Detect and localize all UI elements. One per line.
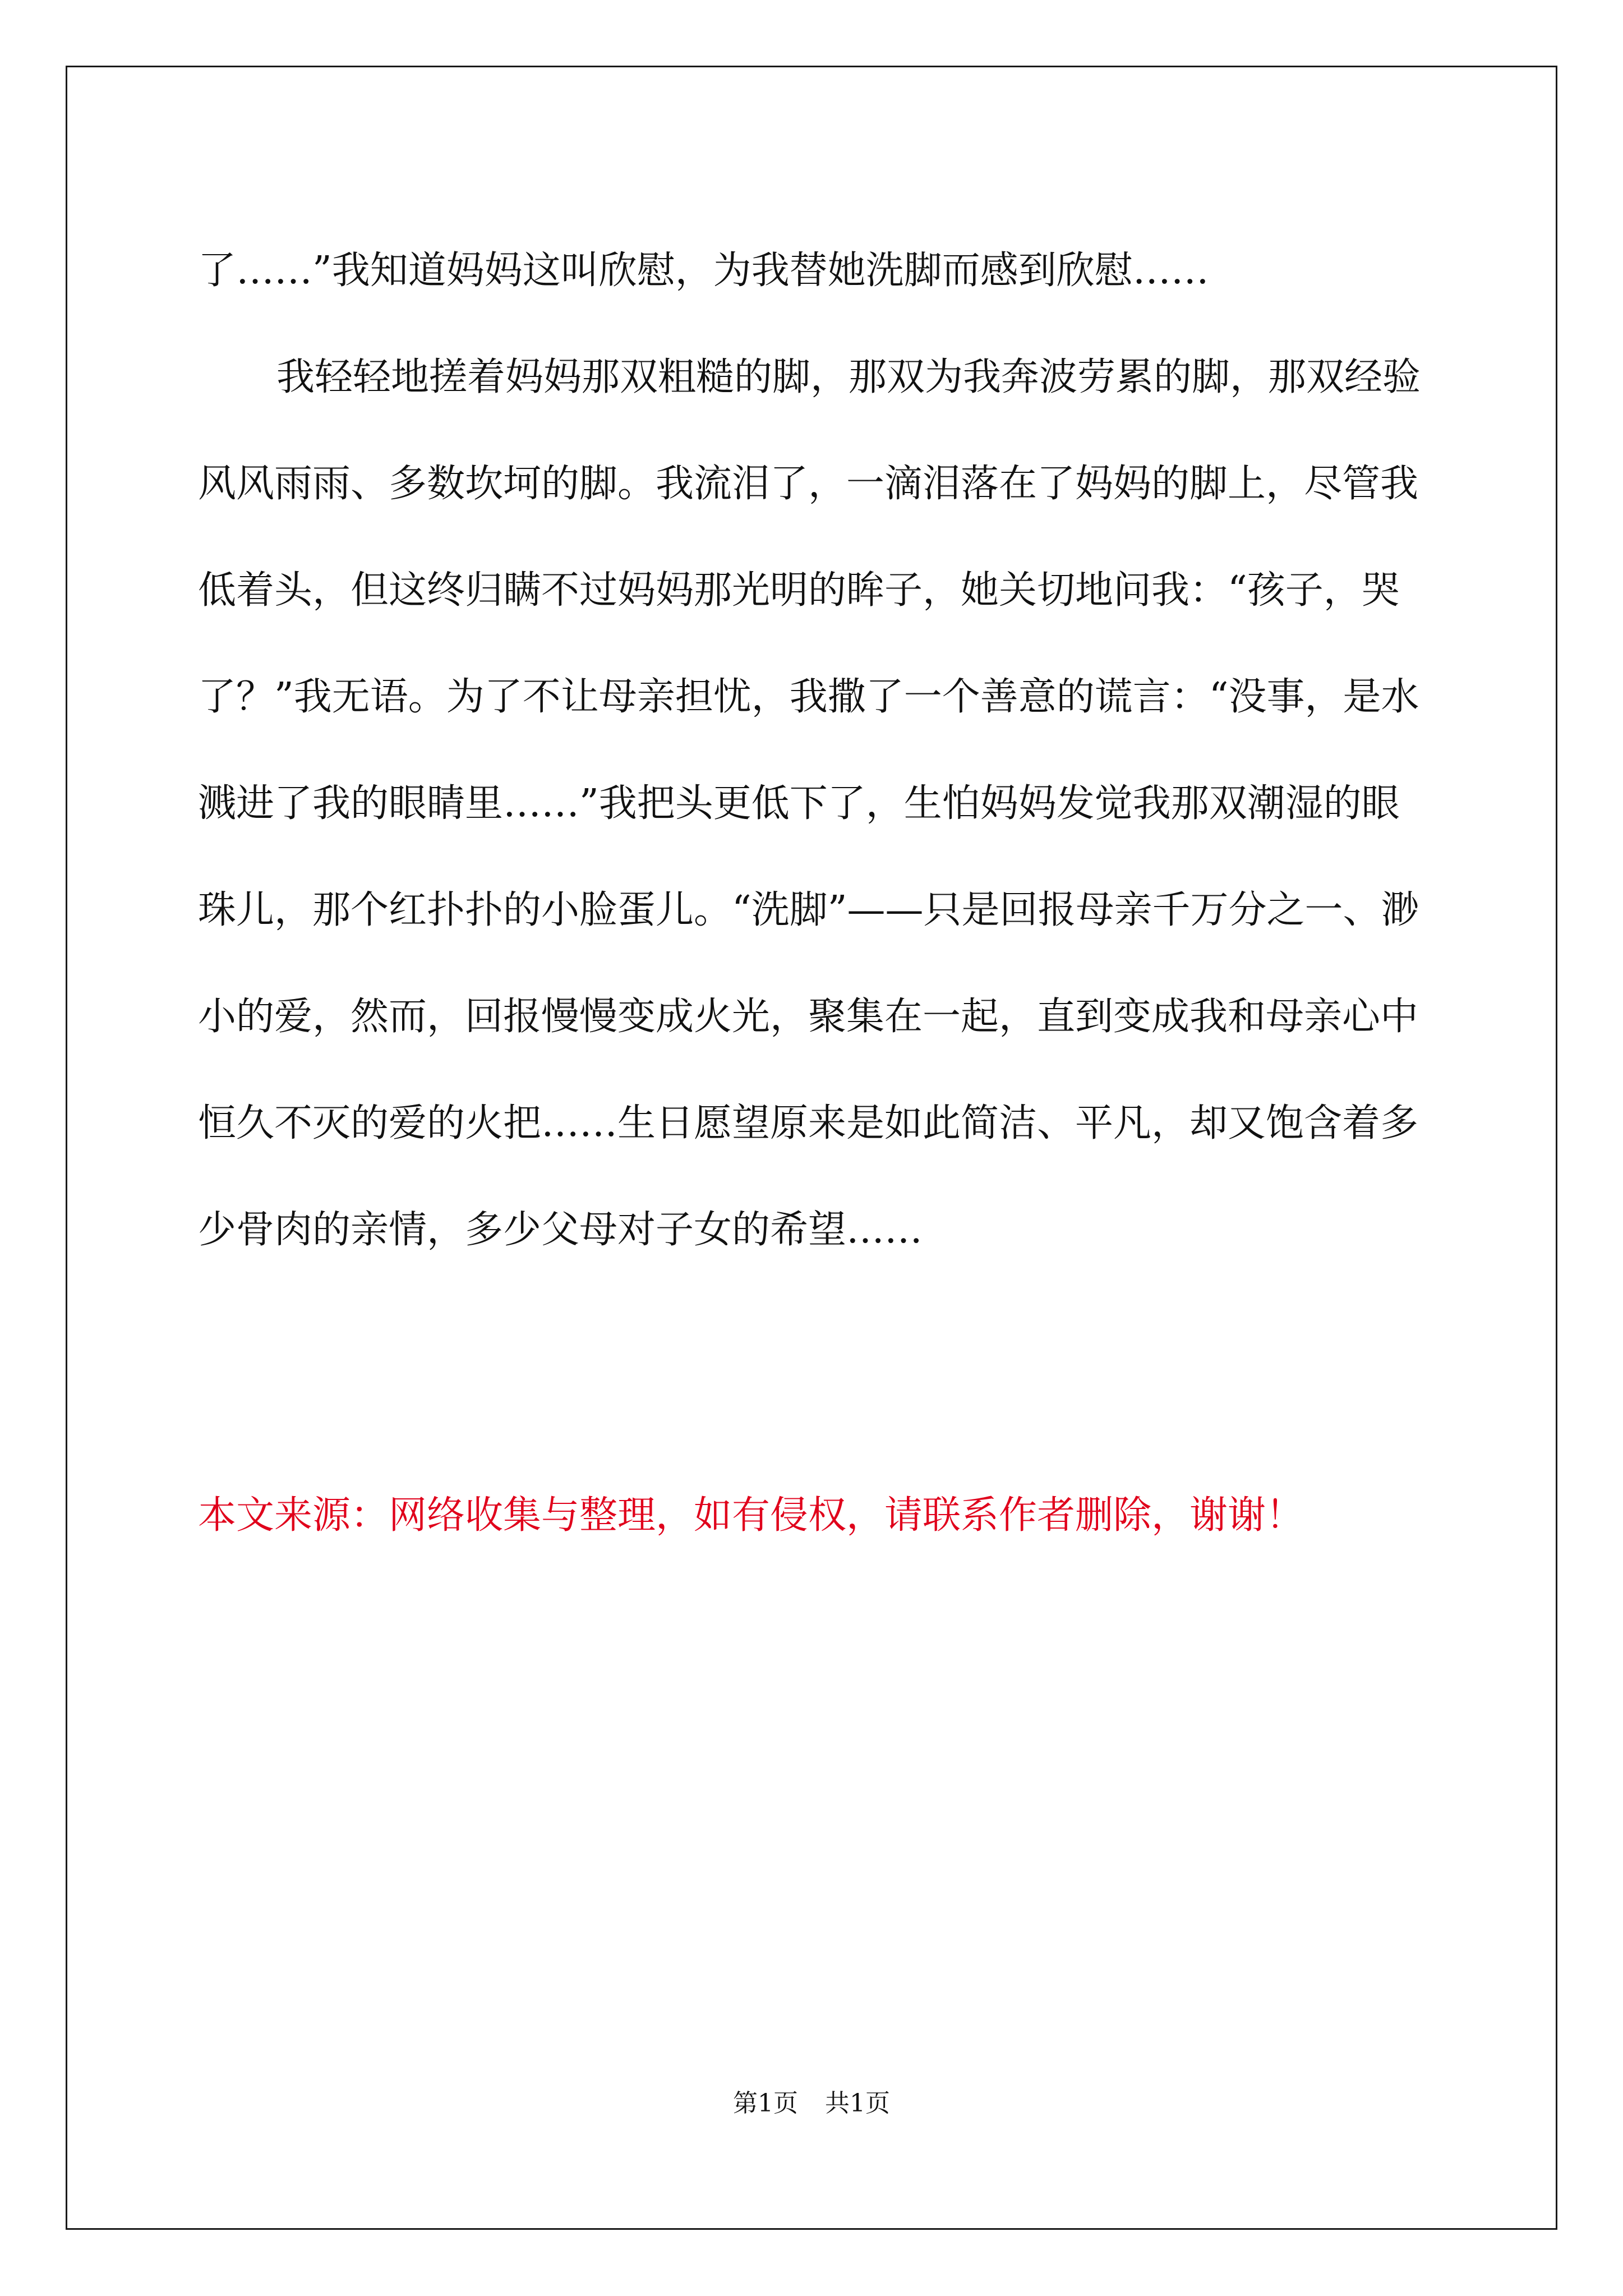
- page-number-total: 共1页: [825, 2089, 890, 2118]
- source-note: 本文来源：网络收集与整理，如有侵权，请联系作者删除，谢谢！: [198, 1493, 1304, 1538]
- page-number-current: 第1页: [733, 2089, 798, 2118]
- document-body: [198, 218, 1432, 1283]
- paragraph-2: 我轻轻地搓着妈妈那双粗糙的脚，那双为我奔波劳累的脚，那双经验风风雨雨、多数坎坷的脚。我流泪了，一滴泪落在了妈妈的脚上，尽管我低着头，但这终归瞒不过妈妈那光明的眸子，她关切地问我：“孩子，哭了？”我无语。为了不让母亲担忧，我撒了一个善意的谎言：“没事，是水溅进了我的眼睛里……”我把头更低下了，生怕妈妈发觉我那双潮湿的眼珠儿，那个红扑扑的小脸蛋儿。“洗脚”——只是回报母亲千万分之一、渺小的爱，然而，回报慢慢变成火光，聚集在一起，直到变成我和母亲心中恒久不灭的爱的火把……生日愿望原来是如此简洁、平凡，却又饱含着多少骨肉的亲情，多少父母对子女的希望……: [198, 355, 1421, 1252]
- paragraph-1: 了……”我知道妈妈这叫欣慰，为我替她洗脚而感到欣慰……: [198, 249, 1209, 293]
- page-footer: [0, 2087, 1623, 2120]
